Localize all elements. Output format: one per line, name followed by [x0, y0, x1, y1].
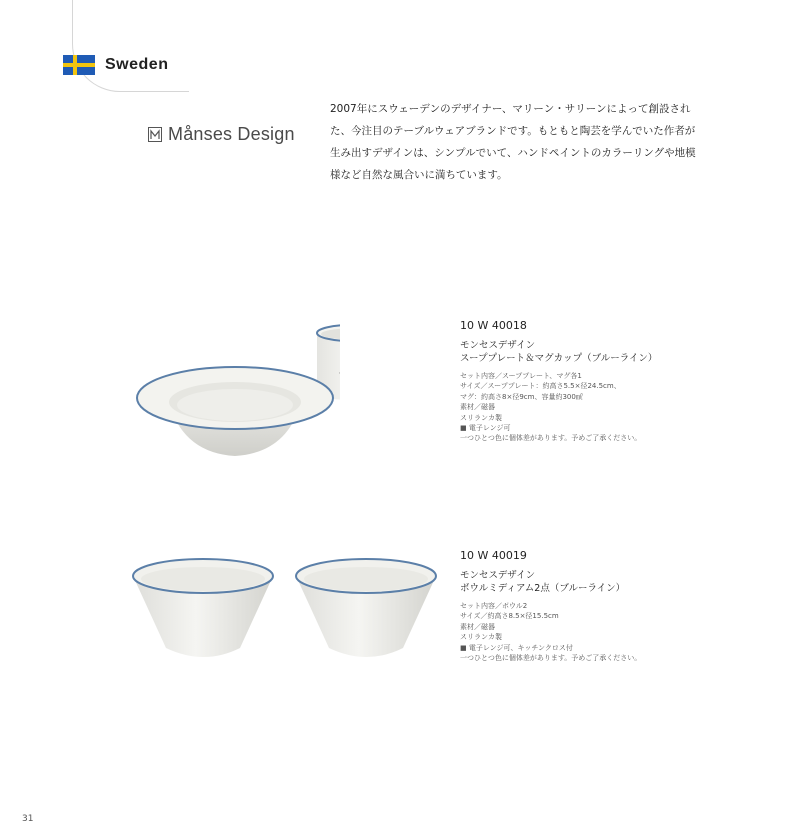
description-line: 生み出すデザインは、シンプルでいて、ハンドペイントのカラーリングや地模 — [330, 147, 696, 159]
sweden-flag-icon — [63, 55, 95, 75]
detail-line: ■ 電子レンジ可 — [460, 424, 511, 433]
detail-line: 一つひとつ色に個体差があります。予めご了承ください。 — [460, 434, 642, 443]
corner-divider — [72, 0, 73, 40]
detail-line: 一つひとつ色に個体差があります。予めご了承ください。 — [460, 654, 642, 663]
description-line: 2007年にスウェーデンのデザイナー、マリーン・サリーンによって創設され — [330, 103, 691, 115]
product-name-line: ボウルミディアム2点（ブルーライン） — [460, 583, 626, 594]
page-number: 31 — [22, 814, 34, 824]
description-line: た、今注目のテーブルウェアブランドです。もともと陶芸を学んでいた作者が — [330, 125, 696, 137]
product-details — [460, 371, 657, 444]
detail-line: サイズ／約高さ8.5×径15.5cm — [460, 612, 559, 621]
detail-line: サイズ／スーププレート：約高さ5.5×径24.5cm、 — [460, 382, 621, 391]
product-info-2 — [460, 549, 641, 663]
product-details — [460, 601, 641, 663]
brand-name: Månses Design — [168, 123, 295, 144]
brand-logo — [148, 123, 295, 145]
product-code: 10 W 40019 — [460, 549, 527, 562]
detail-line: マグ：約高さ8×径9cm、容量約300㎖ — [460, 392, 583, 401]
product-code: 10 W 40018 — [460, 319, 527, 332]
product-name — [460, 339, 657, 365]
detail-line: ■ 電子レンジ可、キッチンクロス付 — [460, 643, 573, 652]
two-bowls-image — [128, 548, 443, 673]
manses-design-logo-icon — [148, 127, 162, 142]
country-heading: Sweden — [105, 56, 169, 73]
bowl — [133, 559, 273, 657]
product-info-1 — [460, 319, 657, 444]
product-name-line: モンセスデザイン — [460, 340, 536, 351]
product-name-line: モンセスデザイン — [460, 570, 536, 581]
detail-line: スリランカ製 — [460, 633, 502, 642]
description-line: 様など自然な風合いに満ちています。 — [330, 169, 508, 181]
detail-line: セット内容／ボウル2 — [460, 602, 528, 610]
soup-plate-and-mug-image — [135, 318, 340, 463]
detail-line: 素材／磁器 — [460, 622, 495, 631]
detail-line: スリランカ製 — [460, 413, 502, 422]
product-name-line: スーププレート＆マグカップ（ブルーライン） — [460, 353, 658, 364]
bowl — [296, 559, 436, 657]
brand-description — [330, 98, 696, 186]
soup-plate — [137, 367, 333, 456]
detail-line: 素材／磁器 — [460, 403, 495, 412]
corner-divider-line — [131, 91, 189, 92]
detail-line: セット内容／スーププレート、マグ各1 — [460, 372, 582, 380]
product-name — [460, 569, 641, 595]
